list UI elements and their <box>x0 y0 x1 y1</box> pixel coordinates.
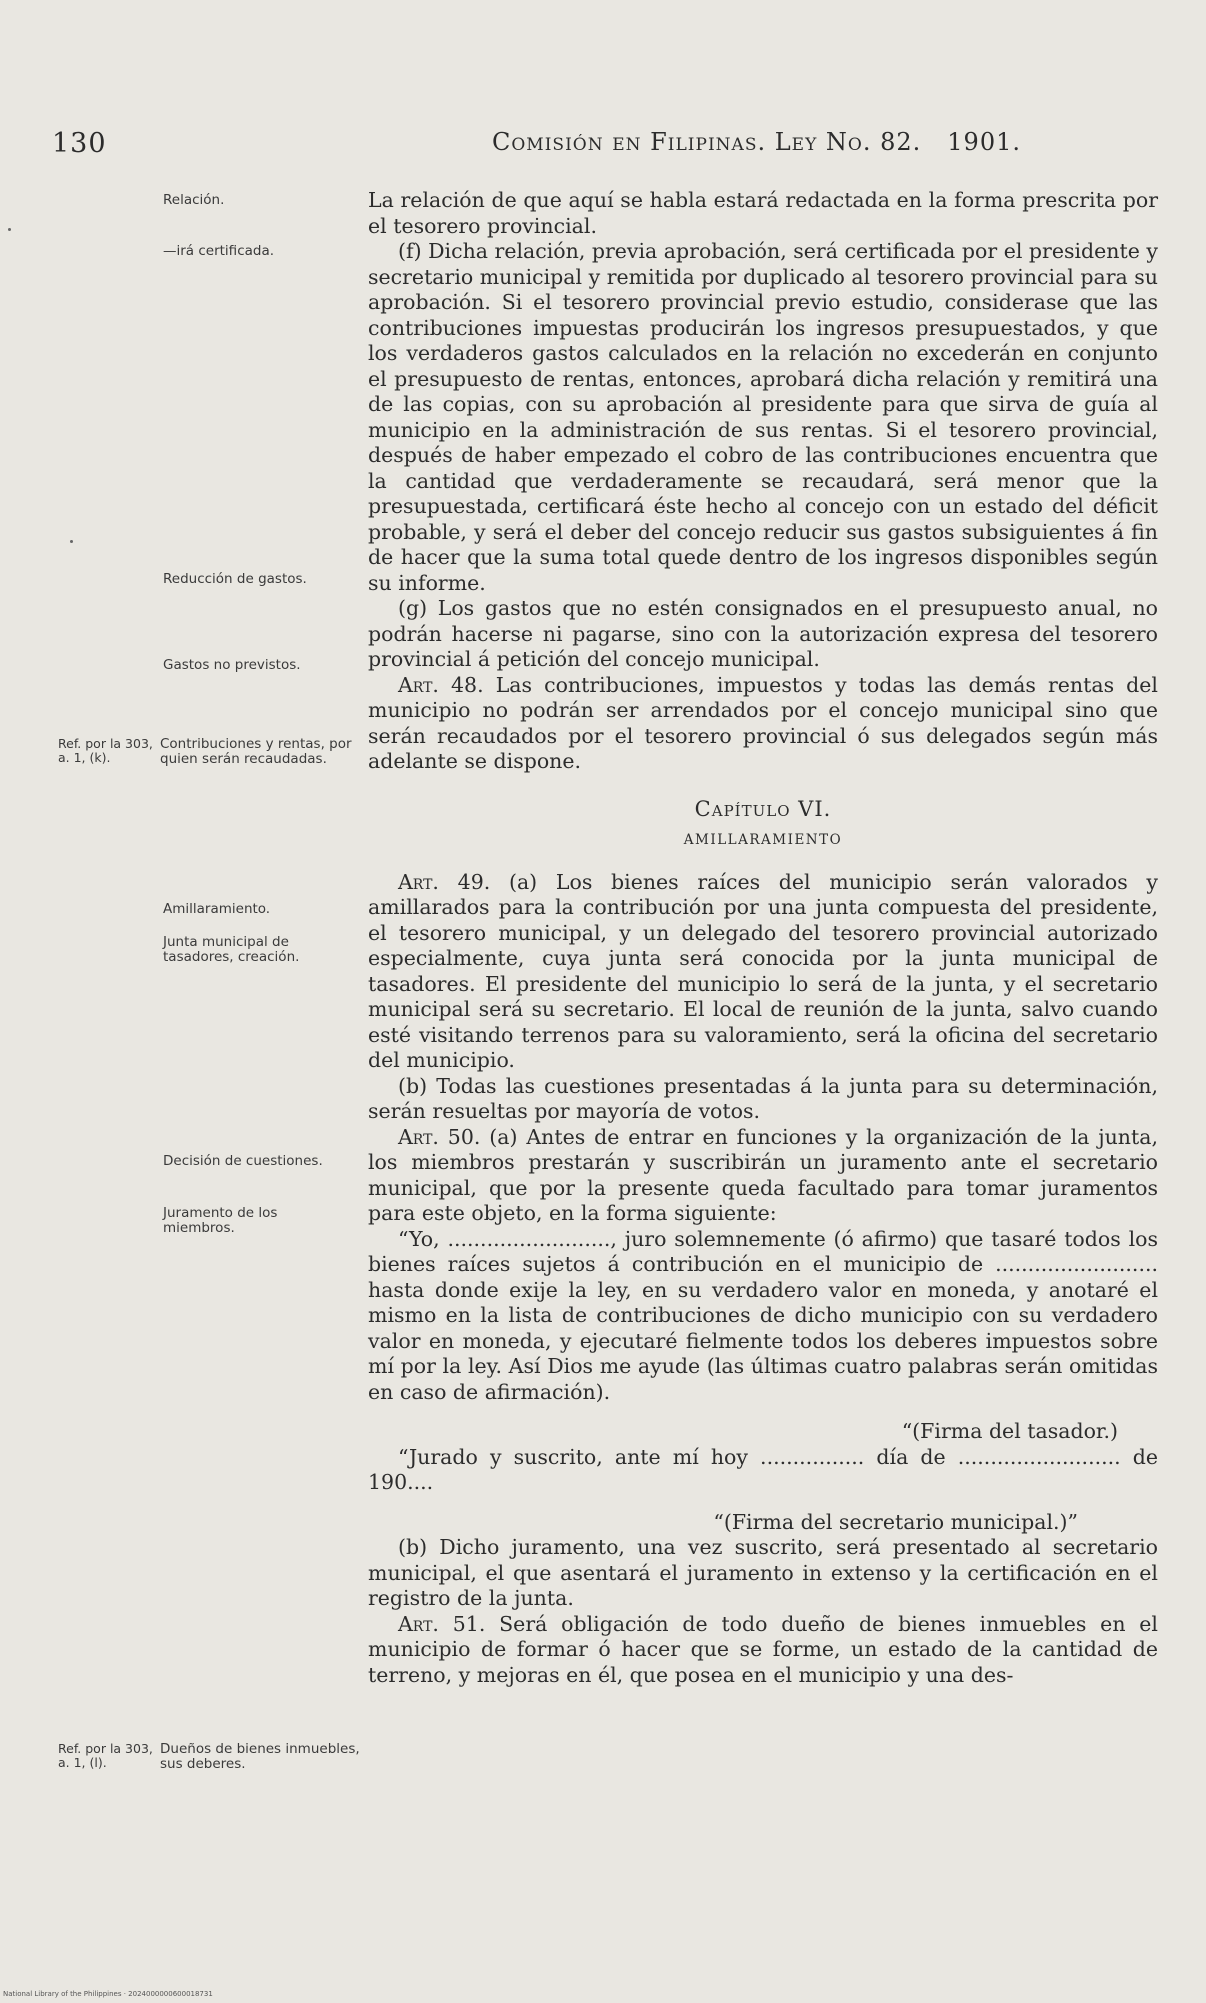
running-title <box>492 128 1021 156</box>
speck-mark <box>70 540 73 543</box>
signature-line: “(Firma del secretario municipal.)” <box>713 1509 1078 1534</box>
oath-paragraph: “Yo, ........................., juro solemnemente (ó afirmo) que tasaré todos los bienes raíces sujetos á contribución en el municipio de ......................... hasta donde exije la ley, en su verdadero valor en moneda, y anotaré el mismo en la lista de contribuciones de dicho municipio con su verdadero valor en moneda, y ejecutaré fielmente todos los deberes impuestos sobre mí por la ley. Así Dios me ayude (las últimas cuatro palabras serán omitidas en caso de afirmación). <box>368 1226 1158 1404</box>
paragraph-text: Será obligación de todo dueño de bienes inmuebles en el municipio de formar ó hacer que se forme, un estado de la cantidad de terreno, y mejoras en él, que posea en el municipio y una des- <box>368 1611 1158 1687</box>
page-header <box>0 128 1206 168</box>
paragraph-text: (a) Antes de entrar en funciones y la organización de la junta, los miembros prestarán y suscribirán un juramento ante el secretario municipal, que por la presente queda facultado para tomar juramentos para este objeto, en la forma siguiente: <box>368 1124 1158 1225</box>
article-label: Art. 50. <box>398 1124 481 1149</box>
paragraph <box>368 673 1158 775</box>
page-number: 130 <box>52 128 107 159</box>
paragraph-text: Las contribuciones, impuestos y todas las demás rentas del municipio no podrán ser arrendados por el concejo municipal sino que serán recaudados por el tesorero provincial ó sus delegados según más adelante se dispone. <box>368 672 1158 773</box>
paragraph: (b) Dicho juramento, una vez suscrito, será presentado al secretario municipal, el que asentará el juramento in extenso y la certificación en el registro de la junta. <box>368 1535 1158 1610</box>
paragraph <box>368 870 1158 1074</box>
margin-note-decision: Decisión de cuestiones. <box>163 1153 323 1169</box>
margin-note-contribuciones: Contribuciones y rentas, por quien serán recaudadas. <box>160 736 352 767</box>
margin-note-junta: Junta municipal de tasadores, creación. <box>163 934 300 965</box>
scan-footer: National Library of the Philippines · 2024000000600018731 <box>3 1990 213 1998</box>
margin-note-amillaramiento: Amillaramiento. <box>163 901 271 917</box>
paragraph <box>368 1125 1158 1227</box>
paragraph <box>368 1612 1158 1689</box>
margin-note-duenos: Dueños de bienes inmuebles, sus deberes. <box>160 1741 360 1772</box>
section-subheading: AMILLARAMIENTO <box>683 832 843 848</box>
margin-note-reduccion: Reducción de gastos. <box>163 571 307 587</box>
margin-note-gastos-no-previstos: Gastos no previstos. <box>163 657 301 673</box>
article-label: Art. 48. <box>398 672 484 697</box>
speck-mark <box>8 228 11 231</box>
main-text <box>368 188 1158 1688</box>
margin-note-juramento: Juramento de los miembros. <box>163 1205 278 1236</box>
paragraph-text: (a) Los bienes raíces del municipio serán valorados y amillarados para la contribución por una junta compuesta del presidente, el tesorero municipal, y un delegado del tesorero provincial autorizado especialmente, cuya junta será conocida por la junta municipal de tasadores. El presidente del municipio lo será de la junta, y el secretario municipal será su secretario. El local de reunión de la junta, salvo cuando esté visitando terrenos para su valoramiento, será la oficina del secretario del municipio. <box>368 869 1158 1072</box>
article-label: Art. 49. <box>398 869 491 894</box>
margin-note-certificada: —irá certificada. <box>163 243 275 259</box>
paragraph: (g) Los gastos que no estén consignados en el presupuesto anual, no podrán hacerse ni pagarse, sino con la autorización expresa del tesorero provincial á petición del concejo municipal. <box>368 596 1158 671</box>
paragraph: (f) Dicha relación, previa aprobación, será certificada por el presidente y secretario municipal y remitida por duplicado al tesorero provincial para su aprobación. Si el tesorero provincial previo estudio, considerase que las contribuciones impuestas producirán los ingresos presupuestados, y que los verdaderos gastos calculados en la relación no excederán en conjunto el presupuesto de rentas, entonces, aprobará dicha relación y remitirá una de las copias, con su aprobación al presidente para que sirva de guía al municipio en la administración de sus rentas. Si el tesorero provincial, después de haber empezado el cobro de las contribuciones encuentra que la cantidad que verdaderamente se recaudará, será menor que la presupuestada, certificará éste hecho al concejo con un estado del déficit probable, y será el deber del concejo reducir sus gastos subsiguientes á fin de hacer que la suma total quede dentro de los ingresos disponibles según su informe. <box>368 239 1158 595</box>
ref-note-1: Ref. por la 303, a. 1, (k). <box>58 736 153 765</box>
paragraph: La relación de que aquí se habla estará redactada en la forma prescrita por el tesorero provincial. <box>368 188 1158 238</box>
chapter-heading: Capítulo VI. <box>694 796 832 821</box>
paragraph: “Jurado y suscrito, ante mí hoy ................ día de ......................... de 190.... <box>368 1444 1158 1494</box>
running-title-text: Comisión en Filipinas. Ley No. 82. <box>492 128 922 156</box>
ref-note-2: Ref. por la 303, a. 1, (l). <box>58 1741 153 1770</box>
signature-line: “(Firma del tasador.) <box>901 1419 1118 1443</box>
paragraph: (b) Todas las cuestiones presentadas á la junta para su determinación, serán resueltas por mayoría de votos. <box>368 1073 1158 1123</box>
running-year: 1901. <box>947 128 1021 156</box>
margin-note-relacion: Relación. <box>163 192 225 208</box>
article-label: Art. 51. <box>398 1611 486 1636</box>
